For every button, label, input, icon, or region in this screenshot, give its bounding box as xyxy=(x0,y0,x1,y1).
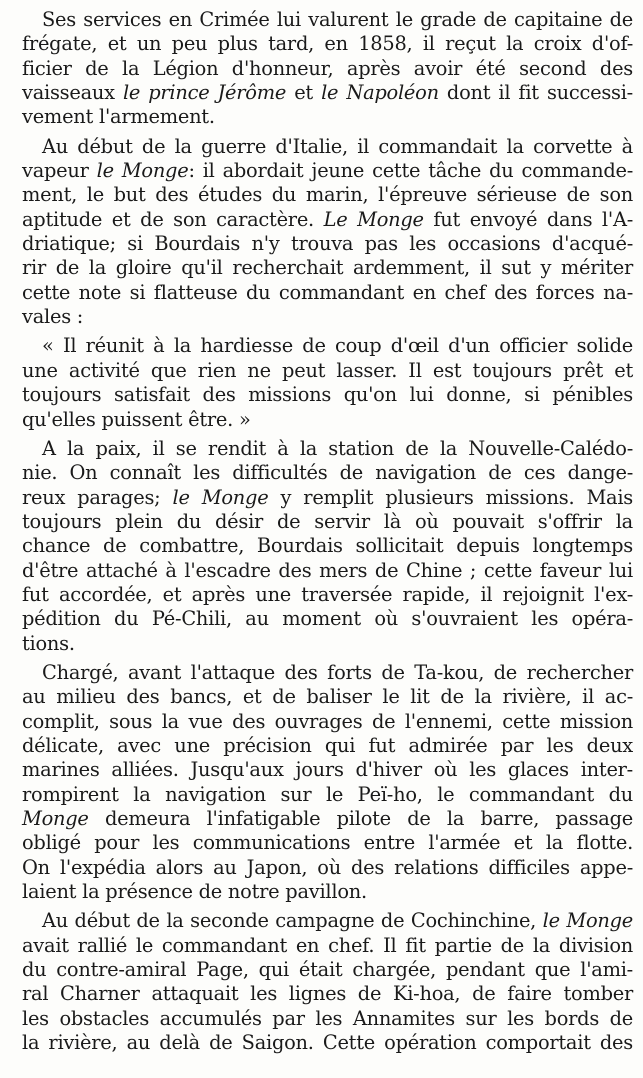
text-line xyxy=(22,359,633,383)
text-line xyxy=(22,510,633,534)
text-segment: nie. On connaît les difficultés de navigation de ces dange- xyxy=(22,461,633,485)
text-line xyxy=(22,559,633,583)
text-segment: cette note si flatteuse du commandant en chef des forces na- xyxy=(22,280,633,304)
text-line xyxy=(22,632,633,656)
text-segment: au milieu des bancs, et de baliser le lit de la rivière, il ac- xyxy=(22,685,633,709)
text-line xyxy=(22,685,633,709)
text-line xyxy=(22,807,633,831)
text-segment: et xyxy=(286,81,322,105)
text-line xyxy=(22,305,633,329)
text-segment: avait rallié le commandant en chef. Il fit partie de la division xyxy=(22,933,633,957)
text-line xyxy=(22,607,633,631)
text-line xyxy=(22,710,633,734)
italic-text-segment: le prince Jérôme xyxy=(122,81,287,105)
text-segment: « Il réunit à la hardiesse de coup d'œil d'un officier solide xyxy=(42,334,633,358)
text-segment: On l'expédia alors au Japon, où des relations difficiles appe- xyxy=(22,855,633,879)
text-segment: fut envoyé dans l'A- xyxy=(423,207,634,231)
text-segment: vales : xyxy=(22,305,84,329)
text-segment: ficier de la Légion d'honneur, après avoir été second des xyxy=(22,56,633,80)
text-segment: une activité que rien ne peut lasser. Il est toujours prêt et xyxy=(22,358,633,382)
text-segment: Ses services en Crimée lui valurent le grade de capitaine de xyxy=(42,8,633,31)
text-segment: marines alliées. Jusqu'aux jours d'hiver où les glaces inter- xyxy=(22,758,633,782)
text-line xyxy=(22,583,633,607)
text-line xyxy=(22,32,633,56)
italic-text-segment: Monge xyxy=(22,807,89,830)
text-segment: Au début de la guerre d'Italie, il commandait la corvette à xyxy=(42,134,633,158)
text-segment: chance de combattre, Bourdais sollicitait depuis longtemps xyxy=(22,534,633,558)
text-line xyxy=(22,8,633,32)
text-segment: pédition du Pé-Chili, au moment où s'ouvraient les opéra- xyxy=(22,607,633,631)
text-segment: driatique; si Bourdais n'y trouva pas les occasions d'acqué- xyxy=(22,232,633,256)
text-line xyxy=(22,256,633,280)
text-segment: Chargé, avant l'attaque des forts de Ta-kou, de rechercher xyxy=(42,660,633,684)
text-segment: dont il fit successi- xyxy=(438,81,633,105)
text-segment: y remplit plusieurs missions. Mais xyxy=(268,485,634,509)
text-line xyxy=(22,408,633,432)
text-line xyxy=(22,281,633,305)
text-line xyxy=(22,934,633,958)
text-line xyxy=(22,734,633,758)
text-segment: demeura l'infatigable pilote de la barre, passage xyxy=(88,807,633,830)
text-segment: ral Charner attaquait les lignes de Ki-hoa, de faire tomber xyxy=(22,982,633,1006)
italic-text-segment: le Monge xyxy=(172,485,269,509)
italic-text-segment: le Napoléon xyxy=(321,81,439,105)
text-line xyxy=(22,461,633,485)
text-line xyxy=(22,1031,633,1055)
text-segment: vaisseaux xyxy=(22,81,123,105)
text-line xyxy=(22,982,633,1006)
text-line xyxy=(22,105,633,129)
text-segment: complit, sous la vue des ouvrages de l'ennemi, cette mission xyxy=(22,709,633,733)
page-text-body xyxy=(22,8,633,1055)
text-line xyxy=(22,334,633,358)
text-segment: ment, le but des études du marin, l'épreuve sérieuse de son xyxy=(22,183,633,207)
text-line xyxy=(22,1007,633,1031)
text-line xyxy=(22,661,633,685)
text-segment: A la paix, il se rendit à la station de la Nouvelle-Calédo- xyxy=(42,436,633,460)
text-segment: obligé pour les communications entre l'armée et la flotte. xyxy=(22,831,633,855)
italic-text-segment: Le Monge xyxy=(323,207,424,231)
text-line xyxy=(22,135,633,159)
text-line xyxy=(22,958,633,982)
paragraph xyxy=(22,437,633,656)
text-line xyxy=(22,57,633,81)
italic-text-segment: le Monge xyxy=(96,159,189,183)
text-segment: qu'elles puissent être. » xyxy=(22,407,251,431)
text-segment: toujours plein du désir de servir là où pouvait s'offrir la xyxy=(22,509,633,533)
text-segment: fut accordée, et après une traversée rapide, il rejoignit l'ex- xyxy=(22,582,633,606)
text-segment: : il abordait jeune cette tâche du commande- xyxy=(188,159,634,183)
text-line xyxy=(22,831,633,855)
text-line xyxy=(22,437,633,461)
text-line xyxy=(22,758,633,782)
text-line xyxy=(22,783,633,807)
text-line xyxy=(22,183,633,207)
text-segment: laient la présence de notre pavillon. xyxy=(22,880,367,904)
paragraph xyxy=(22,909,633,1055)
paragraph xyxy=(22,334,633,431)
text-segment: toujours satisfait des missions qu'on lui donne, si pénibles xyxy=(22,383,633,407)
text-segment: tions. xyxy=(22,631,75,655)
text-segment: Au début de la seconde campagne de Cochinchine, xyxy=(42,909,543,933)
text-line xyxy=(22,486,633,510)
paragraph xyxy=(22,135,633,330)
text-line xyxy=(22,534,633,558)
text-line xyxy=(22,383,633,407)
text-segment: du contre-amiral Page, qui était chargée, pendant que l'ami- xyxy=(22,958,633,982)
text-segment: délicate, avec une précision qui fut admirée par les deux xyxy=(22,733,633,757)
text-line xyxy=(22,159,633,183)
text-line xyxy=(22,81,633,105)
text-segment: les obstacles accumulés par les Annamites sur les bords de xyxy=(22,1006,633,1030)
text-line xyxy=(22,880,633,904)
text-line xyxy=(22,208,633,232)
text-segment: rompirent la navigation sur le Peï-ho, le commandant du xyxy=(22,782,633,806)
paragraph xyxy=(22,661,633,904)
paragraph xyxy=(22,8,633,130)
text-line xyxy=(22,232,633,256)
text-segment: reux parages; xyxy=(22,485,173,509)
text-segment: la rivière, au delà de Saigon. Cette opération comportait des xyxy=(22,1031,633,1055)
italic-text-segment: le Monge xyxy=(542,909,633,933)
text-segment: vapeur xyxy=(22,159,97,183)
text-segment: d'être attaché à l'escadre des mers de Chine ; cette faveur lui xyxy=(22,558,633,582)
text-line xyxy=(22,856,633,880)
text-segment: frégate, et un peu plus tard, en 1858, il reçut la croix d'of- xyxy=(22,32,633,56)
text-line xyxy=(22,909,633,933)
text-segment: aptitude et de son caractère. xyxy=(22,207,324,231)
text-segment: vement l'armement. xyxy=(22,105,215,129)
text-segment: rir de la gloire qu'il recherchait ardemment, il sut y mériter xyxy=(22,256,633,280)
